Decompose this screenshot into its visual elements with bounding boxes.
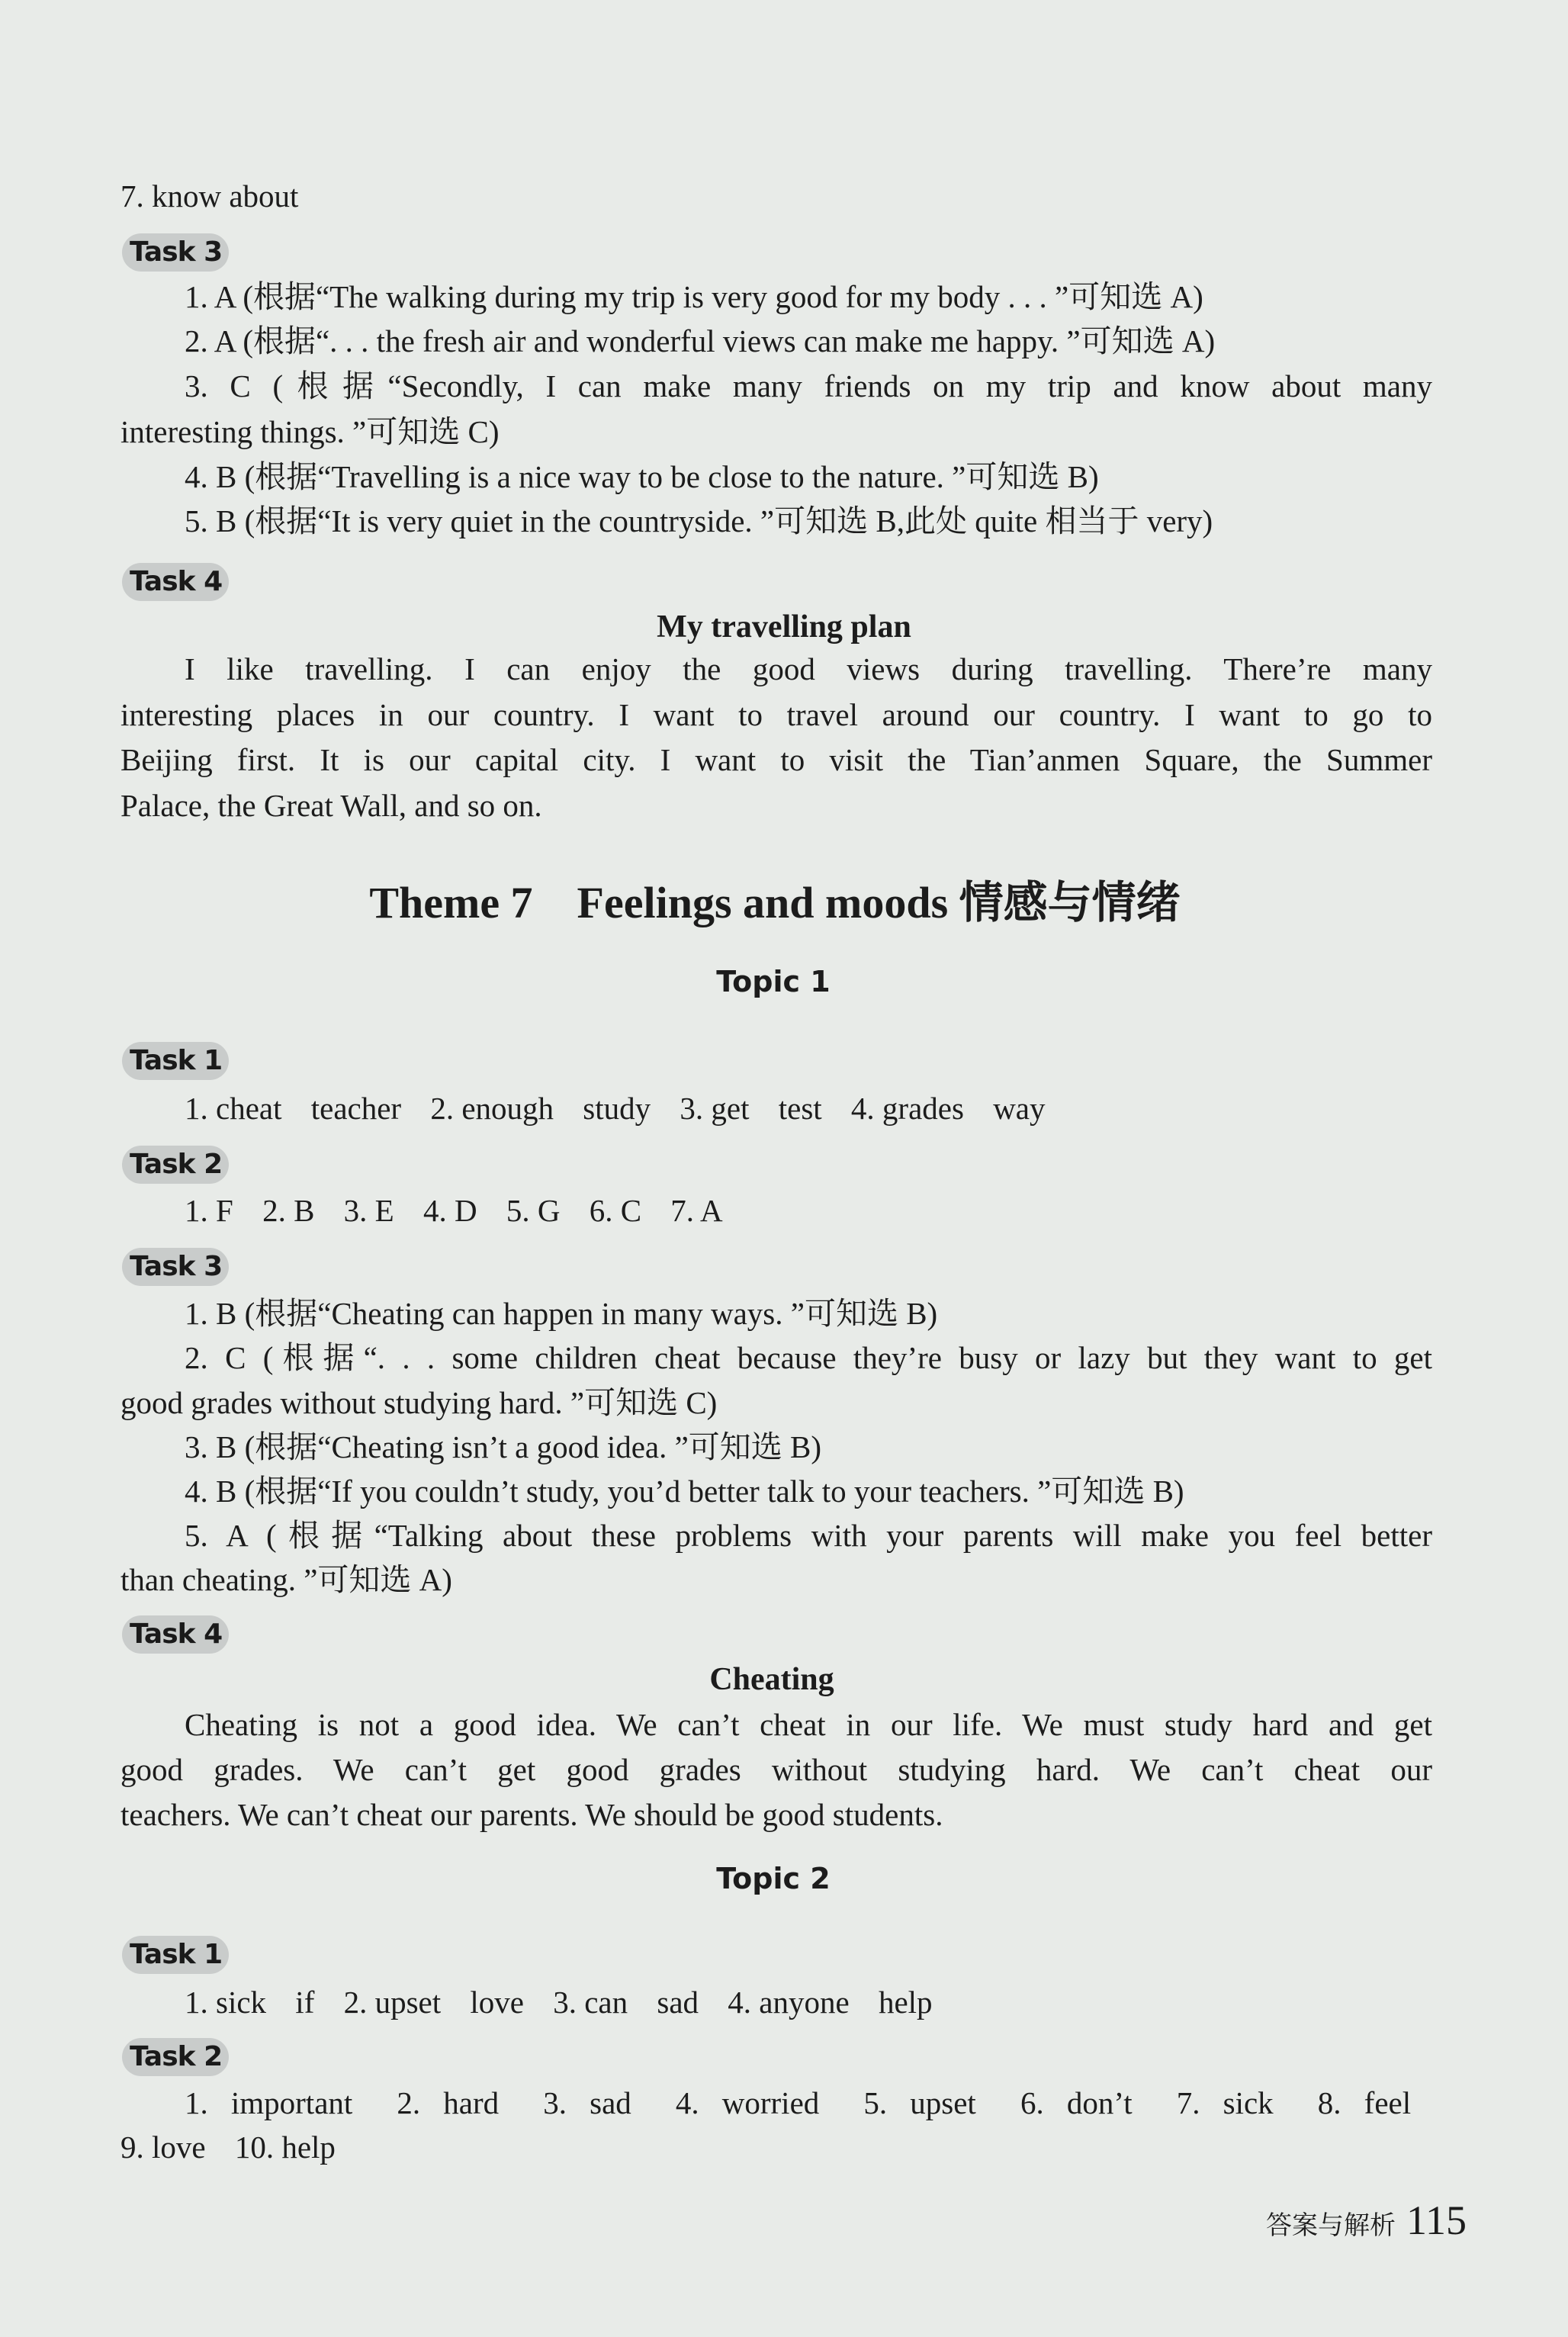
topic1-task3-answer-4: 4. B (根据“If you couldn’t study, you’d better talk to your teachers. ”可知选 B) [185, 1474, 1184, 1509]
topic1-task3-answer-2: 2. C (根据“. . . some children cheat because they’re busy or lazy but they want to get [185, 1340, 1432, 1375]
topic1-task3-answer-3: 3. B (根据“Cheating isn’t a good idea. ”可知选 B) [185, 1429, 822, 1464]
topic1-task3-answer-2-cont: good grades without studying hard. ”可知选 C) [120, 1385, 718, 1420]
essay-line: good grades. We can’t get good grades without studying hard. We can’t cheat our [120, 1752, 1432, 1787]
topic2-task1-answers [185, 1980, 1496, 2024]
answer-word: 8. feel [1317, 2085, 1412, 2120]
task-1-label: Task 1 [122, 1042, 229, 1080]
answer-word: help [878, 1985, 933, 2020]
topic1-task1-answers [185, 1086, 1496, 1130]
answer-word: 2. enough [430, 1091, 554, 1126]
task3-answer-3: 3. C (根据“Secondly, I can make many friends on my trip and know about many [185, 368, 1432, 403]
task-3-label: Task 3 [122, 233, 229, 272]
task3-answer-5: 5. B (根据“It is very quiet in the countryside. ”可知选 B,此处 quite 相当于 very) [185, 503, 1213, 538]
answer-word: way [993, 1091, 1046, 1126]
topic-2-title: Topic 2 [716, 1862, 831, 1895]
answer-word: 4. anyone [728, 1985, 850, 2020]
page-footer [1266, 2197, 1467, 2244]
essay-line: Cheating is not a good idea. We can’t cheat in our life. We must study hard and get [185, 1707, 1432, 1742]
answer-word: 7. sick [1176, 2085, 1274, 2120]
answer-choice: 7. A [670, 1193, 723, 1228]
answer-word: 4. grades [850, 1091, 964, 1126]
answer-word: 1. important [185, 2085, 353, 2120]
task-1-label: Task 1 [122, 1936, 229, 1974]
answer-word: if [295, 1985, 315, 2020]
answer-word: 3. sad [543, 2085, 631, 2120]
answer-word: 6. don’t [1020, 2085, 1133, 2120]
task-2-label: Task 2 [122, 1146, 229, 1184]
footer-label: 答案与解析 [1266, 2210, 1396, 2241]
essay-title-travelling: My travelling plan [657, 609, 911, 645]
topic-1-title: Topic 1 [716, 965, 831, 998]
task3-answer-3-cont: interesting things. ”可知选 C) [120, 414, 500, 449]
answer-word: 1. sick [185, 1985, 267, 2020]
topic1-task3-answer-1: 1. B (根据“Cheating can happen in many ways. ”可知选 B) [185, 1296, 938, 1331]
answer-word: teacher [310, 1091, 402, 1126]
topic1-task3-answer-5-cont: than cheating. ”可知选 A) [120, 1562, 452, 1597]
task-4-label: Task 4 [122, 563, 229, 601]
task3-answer-1: 1. A (根据“The walking during my trip is very good for my body . . . ”可知选 A) [185, 279, 1203, 314]
answer-word: 2. upset [343, 1985, 442, 2020]
answer-choice: 3. E [343, 1193, 394, 1228]
answer-word: love [470, 1985, 524, 2020]
task-3-label: Task 3 [122, 1248, 229, 1286]
answer-word: 4. worried [675, 2085, 820, 2120]
topic1-task3-answer-5: 5. A (根据“Talking about these problems with your parents will make you feel better [185, 1518, 1432, 1553]
theme-title: Theme 7 Feelings and moods 情感与情绪 [369, 878, 1181, 927]
page-number: 115 [1406, 2197, 1467, 2243]
answer-word: 3. get [680, 1091, 750, 1126]
answer-choice: 2. B [262, 1193, 315, 1228]
topic2-task2-answers-line1 [185, 2081, 1432, 2125]
topic1-task2-answers [185, 1188, 1496, 1233]
answer-word: 10. help [234, 2130, 336, 2165]
answer-word: study [583, 1091, 651, 1126]
task-4-label: Task 4 [122, 1615, 229, 1654]
topic2-task2-answers-line2 [120, 2125, 1432, 2169]
answer-word: 1. cheat [185, 1091, 282, 1126]
essay-line: I like travelling. I can enjoy the good views during travelling. There’re many [185, 651, 1432, 686]
answer-choice: 4. D [423, 1193, 477, 1228]
task3-answer-4: 4. B (根据“Travelling is a nice way to be close to the nature. ”可知选 B) [185, 459, 1099, 494]
answer-choice: 6. C [589, 1193, 642, 1228]
task-2-label: Task 2 [122, 2038, 229, 2076]
answer-word: 5. upset [863, 2085, 976, 2120]
answer-choice: 1. F [185, 1193, 233, 1228]
answer-word: 2. hard [397, 2085, 500, 2120]
essay-line: interesting places in our country. I want to travel around our country. I want to go to [120, 697, 1432, 732]
essay-line: Palace, the Great Wall, and so on. [120, 788, 542, 823]
answer-item-7: 7. know about [120, 178, 299, 214]
answer-word: test [778, 1091, 822, 1126]
essay-line: teachers. We can’t cheat our parents. We should be good students. [120, 1797, 943, 1832]
answer-choice: 5. G [506, 1193, 561, 1228]
essay-title-cheating: Cheating [709, 1662, 834, 1697]
essay-line: Beijing first. It is our capital city. I want to visit the Tian’anmen Square, the Summer [120, 742, 1432, 777]
task3-answer-2: 2. A (根据“. . . the fresh air and wonderful views can make me happy. ”可知选 A) [185, 323, 1216, 358]
answer-word: 9. love [120, 2130, 206, 2165]
answer-word: sad [657, 1985, 699, 2020]
answer-word: 3. can [553, 1985, 628, 2020]
